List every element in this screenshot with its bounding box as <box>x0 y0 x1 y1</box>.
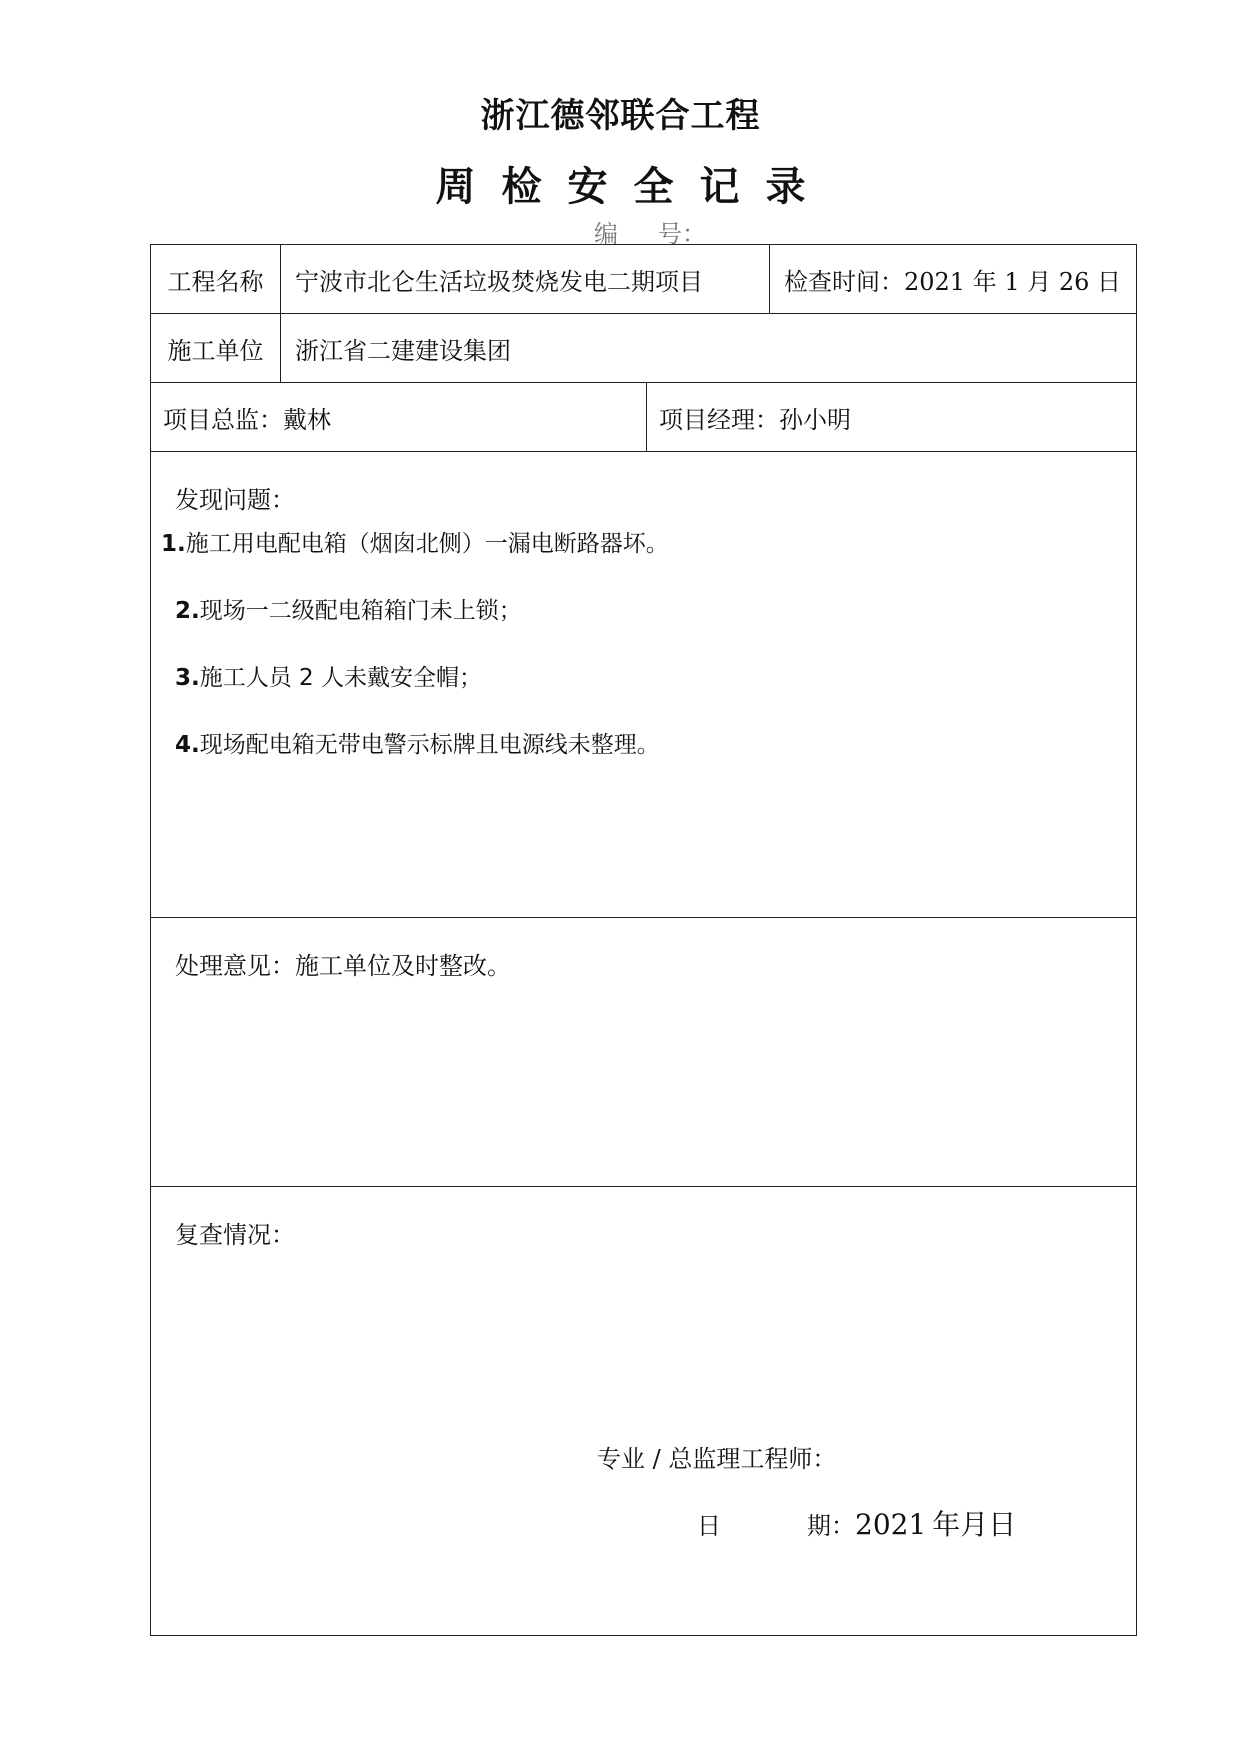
issue-item: 2.现场一二级配电箱箱门未上锁； <box>175 598 522 624</box>
row-opinion <box>151 918 1137 1187</box>
review-cell <box>151 1187 1137 1636</box>
date-label-b: 期： <box>807 1512 855 1540</box>
organization-name: 浙江德邻联合工程 <box>480 96 761 136</box>
signer-label: 专业 / 总监理工程师： <box>597 1445 837 1473</box>
contractor-value: 浙江省二建建设集团 <box>281 314 1137 383</box>
supervisor-cell <box>151 383 647 452</box>
project-name-value: 宁波市北仑生活垃圾焚烧发电二期项目 <box>281 245 770 314</box>
row-review <box>151 1187 1137 1636</box>
date-year: 2021 <box>855 1508 927 1541</box>
check-time-value: 2021 年 1 月 26 日 <box>904 267 1122 296</box>
contractor-label: 施工单位 <box>151 314 281 383</box>
issue-item: 3.施工人员 2 人未戴安全帽； <box>175 665 483 691</box>
row-project <box>151 245 1137 314</box>
supervisor-label: 项目总监： <box>163 405 283 434</box>
issues-cell <box>151 452 1137 918</box>
serial-label-a: 编 <box>594 220 618 248</box>
manager-value: 孙小明 <box>779 405 851 434</box>
opinion-text: 施工单位及时整改。 <box>295 952 511 980</box>
date-rest: 年月日 <box>932 1508 1017 1541</box>
check-time-cell <box>770 245 1137 314</box>
issue-item: 1.施工用电配电箱（烟囱北侧）一漏电断路器坏。 <box>161 531 669 557</box>
serial-label-b: 号： <box>658 220 706 248</box>
row-personnel <box>151 383 1137 452</box>
issues-label: 发现问题： <box>175 486 295 514</box>
date-label-a: 日 <box>697 1512 721 1540</box>
review-date <box>697 1503 1016 1543</box>
project-name-label: 工程名称 <box>151 245 281 314</box>
row-issues <box>151 452 1137 918</box>
opinion-cell <box>151 918 1137 1187</box>
opinion-label: 处理意见： <box>175 952 295 980</box>
document-title: 周检安全记录 <box>435 163 832 210</box>
issues-list <box>161 525 1126 759</box>
issue-item: 4.现场配电箱无带电警示标牌且电源线未整理。 <box>175 732 660 758</box>
supervisor-value: 戴林 <box>283 405 331 434</box>
manager-cell <box>647 383 1137 452</box>
review-label: 复查情况： <box>175 1221 295 1249</box>
row-contractor <box>151 314 1137 383</box>
manager-label: 项目经理： <box>659 405 779 434</box>
record-table <box>150 244 1137 1636</box>
check-time-label: 检查时间： <box>784 267 904 296</box>
